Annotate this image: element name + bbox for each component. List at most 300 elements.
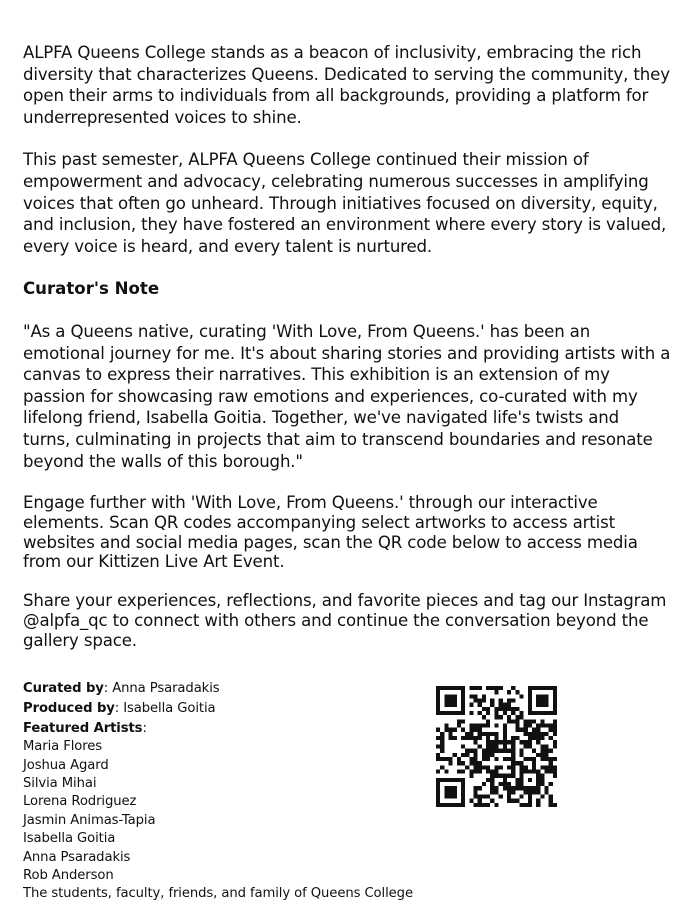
qr-module [486,707,490,711]
qr-module [436,757,440,761]
artist-item: Lorena Rodriguez [23,794,137,810]
qr-module [540,778,544,782]
qr-module [528,778,532,782]
qr-module [536,790,540,794]
qr-module [507,715,511,719]
qr-module [524,757,528,761]
qr-module [524,740,528,744]
qr-module [486,765,490,769]
qr-module [540,732,544,736]
qr-module [474,749,478,753]
qr-module [469,711,473,715]
qr-module [549,724,553,728]
qr-module [461,744,465,748]
qr-module [524,803,528,807]
qr-module [494,786,498,790]
qr-module [553,744,557,748]
qr-module [532,732,536,736]
qr-module [507,690,511,694]
qr-module [503,786,507,790]
qr-module [440,740,444,744]
qr-module [444,786,457,799]
qr-module [469,694,473,698]
qr-module [486,711,490,715]
qr-module [524,765,528,769]
qr-module [444,724,448,728]
qr-module [461,719,465,723]
qr-module [515,778,519,782]
qr-module [536,799,540,803]
qr-module [553,728,557,732]
qr-module [503,749,507,753]
qr-module [482,715,486,719]
qr-module [540,757,544,761]
qr-module [507,719,511,723]
qr-module [469,736,473,740]
qr-module [478,728,482,732]
qr-module [515,719,519,723]
qr-module [511,757,515,761]
qr-module [540,753,544,757]
qr-module [524,724,528,728]
qr-module [507,790,511,794]
qr-module [478,761,482,765]
qr-module [457,769,461,773]
qr-module [469,799,473,803]
qr-module [507,699,511,703]
qr-module [511,740,515,744]
qr-module [486,794,490,798]
qr-module [494,769,498,773]
qr-module [478,732,482,736]
qr-module [474,724,478,728]
qr-module [515,786,519,790]
qr-module [511,686,515,690]
qr-module [536,736,540,740]
qr-module [507,703,511,707]
qr-module [482,749,486,753]
qr-module [503,724,507,728]
qr-module [511,719,515,723]
qr-module [532,765,536,769]
qr-module [474,786,478,790]
qr-module [440,757,444,761]
qr-module [478,736,482,740]
qr-module [482,732,486,736]
qr-module [515,736,519,740]
qr-module [494,686,498,690]
qr-module [469,757,473,761]
qr-module [515,782,519,786]
qr-module [536,732,540,736]
qr-module [478,703,482,707]
credits-block [23,680,443,904]
qr-module [528,744,532,748]
qr-module [486,736,490,740]
qr-module [549,728,553,732]
qr-module [544,757,548,761]
qr-module [549,799,553,803]
produced-by-value: : Isabella Goitia [114,700,216,716]
qr-module [540,744,544,748]
qr-module [469,769,473,773]
qr-module [499,749,503,753]
qr-module [474,728,478,732]
qr-module [469,703,473,707]
qr-module [469,686,473,690]
qr-module [444,757,448,761]
qr-module [503,782,507,786]
qr-module [536,728,540,732]
qr-module [494,765,498,769]
qr-module [474,686,478,690]
artist-item: The students, faculty, friends, and family of Queens College [23,886,413,902]
qr-module [444,769,448,773]
qr-module [490,790,494,794]
intro-paragraph: ALPFA Queens College stands as a beacon of inclusivity, embracing the rich diversity that characterizes Queens. Dedicated to serving the community, they open their arms to individuals from all backgrounds, providing a platform for underrepresented voices to shine. [23,43,670,127]
qr-module [478,744,482,748]
qr-module [465,765,469,769]
qr-module [449,736,453,740]
qr-module [490,744,494,748]
engage-paragraph: Engage further with 'With Love, From Queens.' through our interactive elements. Scan QR codes accompanying select artworks to access artist websites and social media pages, scan the QR code below to access media from our Kittizen Live Art Event. [23,493,638,572]
qr-module [494,724,498,728]
qr-module [515,707,519,711]
qr-module [503,736,507,740]
qr-module [511,753,515,757]
qr-module [474,699,478,703]
qr-module [486,686,490,690]
qr-module [503,757,507,761]
qr-module [478,799,482,803]
qr-module [494,690,498,694]
qr-module [536,740,540,744]
qr-module [511,790,515,794]
artist-item: Silvia Mihai [23,776,97,792]
qr-module [494,736,498,740]
qr-module [507,707,511,711]
qr-module [540,719,544,723]
qr-module [436,736,440,740]
curators-note-heading: Curator's Note [23,279,160,299]
qr-module [478,686,482,690]
qr-module [482,707,486,711]
qr-module [499,765,503,769]
qr-module [499,794,503,798]
qr-module [469,774,473,778]
qr-module [469,761,473,765]
qr-module [507,740,511,744]
qr-module [544,732,548,736]
mission-paragraph: This past semester, ALPFA Queens College continued their mission of empowerment and advocacy, celebrating numerous successes in amplifying voices that often go unheard. Through initiatives focused on diversity, equity, and inclusion, they have fostered an environment where every story is valued, every voice is heard, and every talent is nurtured. [23,150,667,256]
qr-module [494,757,498,761]
qr-module [528,740,532,744]
qr-module [507,782,511,786]
qr-module [515,724,519,728]
qr-module [482,782,486,786]
qr-module [494,732,498,736]
qr-module [499,782,503,786]
qr-module [461,769,465,773]
qr-module [511,707,515,711]
qr-module [461,736,465,740]
qr-module [511,761,515,765]
qr-module [549,765,553,769]
qr-module [457,724,461,728]
qr-module [474,736,478,740]
qr-module [503,744,507,748]
qr-module [532,736,536,740]
curated-by-value: : Anna Psaradakis [103,681,220,696]
qr-module [544,769,548,773]
qr-module [490,782,494,786]
qr-module [536,753,540,757]
qr-module [494,749,498,753]
qr-module [515,728,519,732]
qr-module [544,765,548,769]
artist-item: Anna Psaradakis [23,849,131,865]
curated-by-line [23,680,443,698]
artist-item: Rob Anderson [23,868,114,884]
qr-module [549,736,553,740]
qr-module [528,736,532,740]
qr-module [474,694,478,698]
qr-module [503,728,507,732]
qr-module [465,753,469,757]
qr-module [519,728,523,732]
qr-module [503,778,507,782]
qr-module [474,803,478,807]
qr-module [528,790,532,794]
qr-module [528,719,532,723]
qr-module [465,749,469,753]
qr-module [515,690,519,694]
qr-module [482,757,486,761]
qr-module [540,782,544,786]
qr-module [490,753,494,757]
qr-module [553,732,557,736]
qr-module [474,765,478,769]
qr-module [486,803,490,807]
qr-code-graphic[interactable] [436,686,557,807]
qr-module [503,711,507,715]
qr-module [507,765,511,769]
qr-module [449,761,453,765]
qr-module [486,732,490,736]
qr-module [528,732,532,736]
qr-module [482,753,486,757]
qr-module [494,711,498,715]
qr-module [486,757,490,761]
curated-by-label: Curated by [23,681,104,696]
qr-module [524,728,528,732]
qr-module [549,794,553,798]
qr-module [507,786,511,790]
qr-module [461,728,465,732]
qr-module [528,724,532,728]
qr-module [444,694,457,707]
qr-module [444,728,448,732]
qr-module [544,744,548,748]
qr-module [549,749,553,753]
qr-module [490,778,494,782]
qr-module [436,744,440,748]
qr-module [532,728,536,732]
artist-item: Isabella Goitia [23,831,116,847]
qr-module [532,761,536,765]
qr-module [540,724,544,728]
qr-module [503,707,507,711]
qr-module [532,719,536,723]
qr-module [478,786,482,790]
qr-module [494,803,498,807]
featured-artists-colon: : [142,720,147,736]
qr-module [494,790,498,794]
qr-module [511,774,515,778]
artist-item: Joshua Agard [23,757,109,773]
qr-module [507,799,511,803]
qr-module [507,794,511,798]
qr-module [553,765,557,769]
qr-module [490,749,494,753]
qr-module [486,744,490,748]
featured-artists-line [23,720,443,738]
qr-module [540,794,544,798]
qr-module [440,749,444,753]
qr-module [553,740,557,744]
share-paragraph: Share your experiences, reflections, and favorite pieces and tag our Instagram @alpfa_qc to connect with others and continue the conversation beyond the gallery space. [23,591,667,650]
qr-module [474,794,478,798]
qr-module [474,769,478,773]
qr-module [494,707,498,711]
qr-module [482,724,486,728]
qr-module [515,715,519,719]
qr-module [465,736,469,740]
qr-code-icon[interactable] [436,686,557,807]
qr-module [511,799,515,803]
qr-module [544,753,548,757]
qr-module [511,736,515,740]
qr-module [436,753,440,757]
qr-module [536,803,540,807]
qr-module [536,694,549,707]
qr-module [507,749,511,753]
qr-module [499,715,503,719]
qr-module [511,699,515,703]
qr-module [553,724,557,728]
produced-by-line [23,700,443,718]
qr-module [453,753,457,757]
qr-module [549,803,553,807]
qr-module [519,794,523,798]
qr-module [524,719,528,723]
qr-module [528,799,532,803]
qr-module [461,753,465,757]
qr-module [469,749,473,753]
qr-module [490,686,494,690]
qr-module [436,769,440,773]
qr-module [544,724,548,728]
qr-module [490,732,494,736]
artist-item: Jasmin Animas-Tapia [23,812,156,828]
qr-module [553,803,557,807]
qr-module [453,736,457,740]
qr-module [478,711,482,715]
qr-module [532,757,536,761]
qr-module [499,699,503,703]
qr-module [503,774,507,778]
qr-module [503,703,507,707]
qr-module [478,769,482,773]
qr-module [532,790,536,794]
qr-module [540,774,544,778]
qr-module [519,740,523,744]
qr-module [519,749,523,753]
qr-module [519,803,523,807]
qr-module [528,757,532,761]
qr-module [524,790,528,794]
qr-module [482,803,486,807]
qr-module [519,765,523,769]
qr-module [499,686,503,690]
qr-module [440,736,444,740]
curators-note-paragraph: "As a Queens native, curating 'With Love, From Queens.' has been an emotional journey for me. It's about sharing stories and providing artists with a canvas to express their narratives. This exhibition is an extension of my passion for showcasing raw emotions and experiences, co-curated with my lifelong friend, Isabella Goitia. Together, we've navigated life's twists and turns, culminating in projects that aim to transcend boundaries and resonate beyond the walls of this borough." [23,321,671,471]
qr-module [478,765,482,769]
qr-module [503,740,507,744]
qr-module [544,786,548,790]
qr-module [507,774,511,778]
qr-module [478,724,482,728]
qr-module [486,769,490,773]
qr-module [549,769,553,773]
qr-module [519,715,523,719]
qr-module [482,694,486,698]
qr-module [507,757,511,761]
qr-module [486,740,490,744]
qr-module [482,794,486,798]
qr-module [490,774,494,778]
qr-module [511,765,515,769]
qr-module [478,794,482,798]
qr-module [486,719,490,723]
qr-module [469,724,473,728]
featured-artists-label: Featured Artists [23,720,143,736]
qr-module [482,765,486,769]
qr-module [486,778,490,782]
qr-module [486,753,490,757]
qr-module [540,749,544,753]
qr-module [436,728,440,732]
qr-module [449,728,453,732]
qr-module [453,728,457,732]
qr-module [486,724,490,728]
qr-module [540,736,544,740]
qr-module [511,711,515,715]
qr-module [549,761,553,765]
qr-module [474,761,478,765]
qr-module [540,765,544,769]
qr-module [511,749,515,753]
artist-list [23,738,443,904]
produced-by-label: Produced by [23,700,115,716]
qr-module [449,732,453,736]
qr-module [478,699,482,703]
qr-module [494,774,498,778]
qr-module [486,749,490,753]
qr-module [494,715,498,719]
qr-module [519,694,523,698]
qr-module [457,719,461,723]
